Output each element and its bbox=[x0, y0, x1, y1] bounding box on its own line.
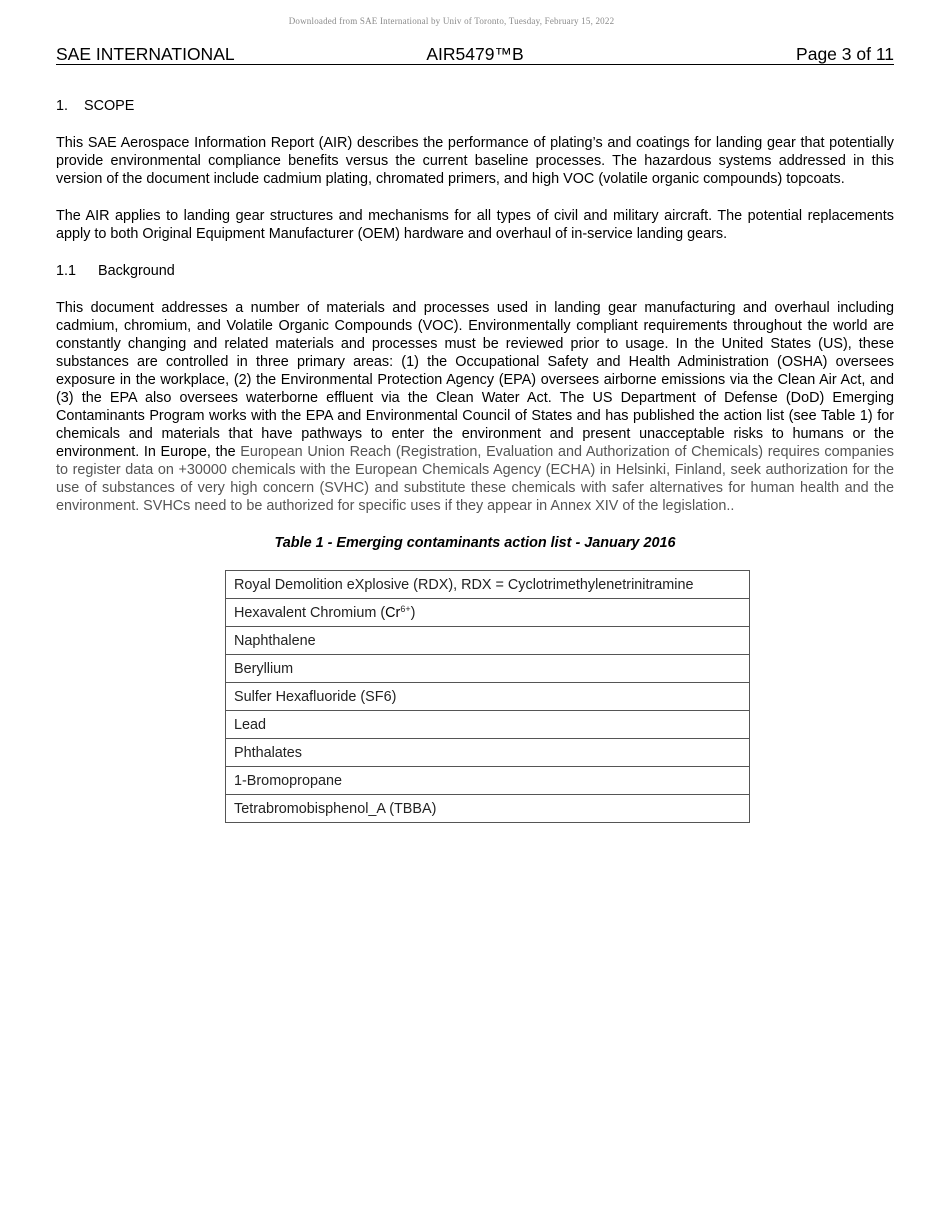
scope-paragraph-1: This SAE Aerospace Information Report (AIR) describes the performance of plating’s and coatings for landing gear that potentially provide environmental compliance benefits versus the current baseline processes. The hazardous systems addressed in this version of the document include cadmium plating, chromated primers, and high VOC (volatile organic compounds) topcoats. bbox=[56, 135, 894, 187]
section-heading-background bbox=[56, 262, 894, 280]
table-row bbox=[226, 571, 750, 599]
table-row bbox=[226, 655, 750, 683]
table-row bbox=[226, 795, 750, 823]
table-cell: Tetrabromobisphenol_A (TBBA) bbox=[226, 795, 750, 823]
table-row bbox=[226, 767, 750, 795]
table-cell: Phthalates bbox=[226, 739, 750, 767]
table-cell: 1-Bromopropane bbox=[226, 767, 750, 795]
document-body bbox=[56, 97, 894, 823]
table-row bbox=[226, 711, 750, 739]
contaminants-table bbox=[225, 570, 750, 823]
table-cell: Beryllium bbox=[226, 655, 750, 683]
document-number: AIR5479™B bbox=[426, 44, 524, 64]
chromium-label: Hexavalent Chromium ( bbox=[234, 604, 386, 621]
publisher-name: SAE INTERNATIONAL bbox=[56, 44, 235, 64]
table-caption: Table 1 - Emerging contaminants action list - January 2016 bbox=[274, 535, 676, 551]
section-title: SCOPE bbox=[84, 98, 135, 114]
subsection-title: Background bbox=[98, 263, 175, 279]
chromium-charge: 6+ bbox=[400, 603, 411, 614]
table-row bbox=[226, 599, 750, 627]
subsection-number: 1.1 bbox=[56, 263, 77, 279]
table-row bbox=[226, 683, 750, 711]
scope-paragraph-2: The AIR applies to landing gear structures and mechanisms for all types of civil and military aircraft. The potential replacements apply to both Original Equipment Manufacturer (OEM) hardware and overhaul of in-service landing gears. bbox=[56, 208, 894, 242]
table-cell: Royal Demolition eXplosive (RDX), RDX = Cyclotrimethylenetrinitramine bbox=[226, 571, 750, 599]
table-row bbox=[226, 627, 750, 655]
background-paragraph bbox=[56, 299, 894, 515]
section-number: 1. bbox=[56, 98, 69, 114]
table-cell: Sulfer Hexafluoride (SF6) bbox=[226, 683, 750, 711]
table-cell: Lead bbox=[226, 711, 750, 739]
table-cell: Naphthalene bbox=[226, 627, 750, 655]
table-row bbox=[226, 739, 750, 767]
chromium-symbol: Cr bbox=[385, 604, 401, 621]
page-header bbox=[56, 44, 894, 65]
background-text-reach: European Union Reach (Registration, Evaluation and Authorization of Chemicals) requires companies to register data on +30000 chemicals with the European Chemicals Agency (ECHA) in Helsinki, Finland, seek authorization for the use of substances of very high concern (SVHC) and substitute these chemicals with safer alternatives for human health and the environment. SVHCs need to be authorized for specific uses if they appear in Annex XIV of the legislation.. bbox=[56, 444, 895, 514]
section-heading-scope bbox=[56, 97, 894, 115]
page-number: Page 3 of 11 bbox=[796, 44, 894, 64]
table-cell bbox=[226, 599, 750, 627]
background-text: This document addresses a number of materials and processes used in landing gear manufacturing and overhaul including cadmium, chromium, and Volatile Organic Compounds (VOC). Environmentally compliant requirements throughout the world are constantly changing and related materials and processes must be reviewed prior to usage. In the United States (US), these substances are controlled in three primary areas: (1) the Occupational Safety and Health Administration (OSHA) oversees exposure in the workplace, (2) the Environmental Protection Agency (EPA) oversees airborne emissions via the Clean Air Act, and (3) the EPA also oversees waterborne effluent via the Clean Water Act. The US Department of Defense (DoD) Emerging Contaminants Program works with the EPA and Environmental Council of States and has published the action list (see Table 1) for chemicals and materials that have pathways to enter the environment and present unacceptable risks to humans or the environment. In Europe, the bbox=[56, 300, 894, 460]
download-banner: Downloaded from SAE International by Univ of Toronto, Tuesday, February 15, 2022 bbox=[288, 16, 615, 26]
chromium-close: ) bbox=[410, 604, 416, 621]
